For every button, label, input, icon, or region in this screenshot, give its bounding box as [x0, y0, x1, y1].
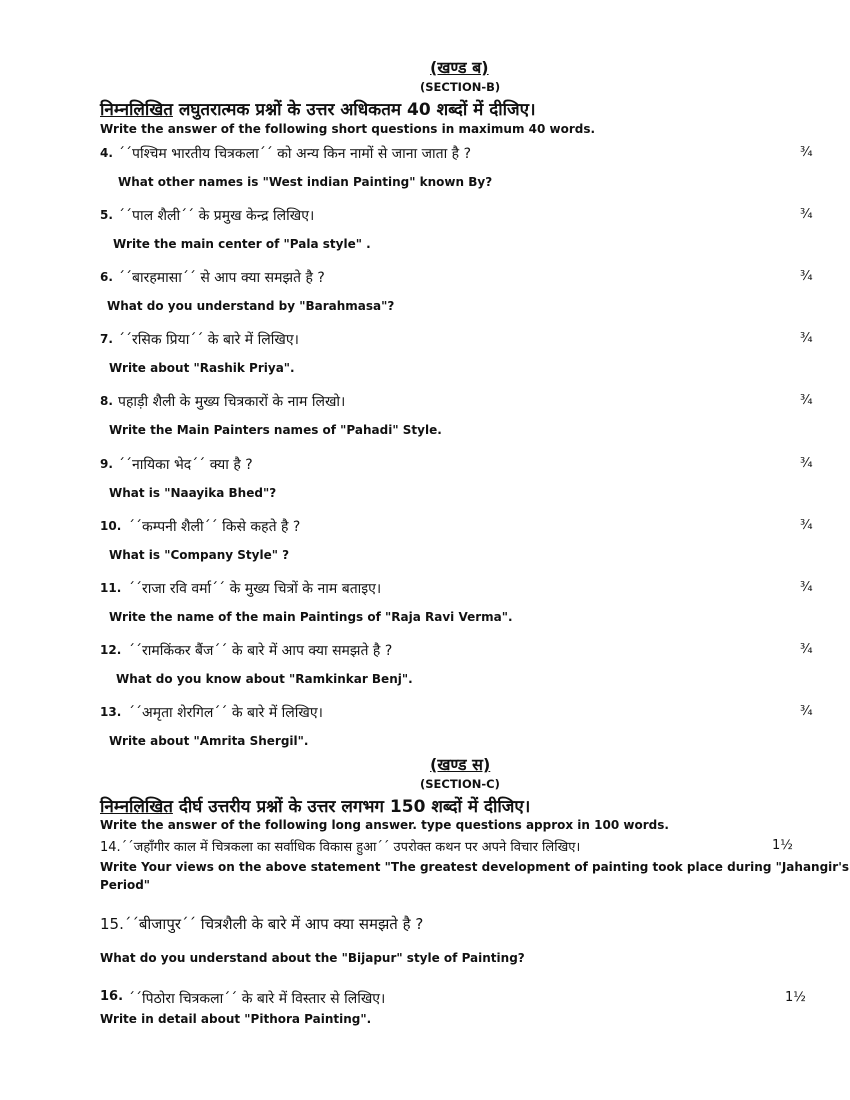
question-number: 5. — [100, 208, 113, 223]
question-hindi-text: ´´नायिका भेद´´ क्या है ? — [118, 456, 253, 473]
question-english-text: Write about "Rashik Priya". — [109, 361, 295, 376]
question-14-marks: 1½ — [772, 838, 793, 853]
instruction-rest: लघुतरात्मक प्रश्नों के उत्तर अधिकतम 40 शब्दों में दीजिए। — [172, 100, 536, 120]
question-hindi-text: ´´राजा रवि वर्मा´´ के मुख्य चित्रों के नाम बताइए। — [128, 580, 382, 597]
question-english-text: What do you know about "Ramkinkar Benj". — [116, 671, 413, 686]
question-number: 13. — [100, 704, 122, 719]
section-c-instruction-english: Write the answer of the following long answer. type questions approx in 100 words. — [100, 818, 669, 832]
section-c-title-hindi: (खण्ड स) — [430, 755, 491, 774]
section-b-title-hindi: (खण्ड ब) — [430, 58, 489, 77]
question-15-hindi: 15.´´बीजापुर´´ चित्रशैली के बारे में आप क्या समझते है ? — [100, 915, 424, 933]
question-number: 9. — [100, 456, 113, 471]
instruction-underlined-word: निम्नलिखित — [100, 100, 173, 120]
question-marks: ¾ — [800, 455, 813, 471]
question-english-text: What is "Company Style" ? — [109, 547, 290, 562]
instruction-underlined-word: निम्नलिखित — [100, 797, 173, 817]
question-number: 6. — [100, 270, 113, 285]
question-hindi-text: ´´कम्पनी शैली´´ किसे कहते है ? — [128, 518, 301, 535]
question-marks: ¾ — [800, 207, 813, 223]
question-marks: ¾ — [800, 641, 813, 657]
question-english-text: Write the name of the main Paintings of "Raja Ravi Verma". — [109, 609, 513, 624]
question-marks: ¾ — [800, 269, 813, 285]
question-english-text: Write the Main Painters names of "Pahadi" Style. — [109, 423, 442, 438]
section-b-instruction-hindi — [100, 97, 536, 120]
section-c-instruction-hindi — [100, 794, 530, 817]
question-hindi-text: ´´रसिक प्रिया´´ के बारे में लिखिए। — [118, 332, 299, 349]
question-16-hindi: ´´पिठोरा चित्रकला´´ के बारे में विस्तार से लिखिए। — [128, 991, 386, 1007]
question-number: 4. — [100, 146, 113, 160]
question-english-text: What is "Naayika Bhed"? — [109, 485, 277, 500]
question-14-english-line1: Write Your views on the above statement "The greatest development of painting took place during "Jahangir's — [100, 860, 850, 874]
question-english-text: Write about "Amrita Shergil". — [109, 733, 309, 748]
question-hindi-text: ´´अमृता शेरगिल´´ के बारे में लिखिए। — [128, 704, 323, 721]
question-marks: ¾ — [800, 517, 813, 533]
question-marks: ¾ — [800, 145, 813, 160]
question-number: 10. — [100, 518, 122, 533]
question-marks: ¾ — [800, 703, 813, 719]
question-english-text: What other names is "West indian Painting" known By? — [118, 175, 493, 189]
question-hindi-text: ´´रामकिंकर बैंज´´ के बारे में आप क्या समझते है ? — [128, 642, 393, 659]
question-number: 12. — [100, 642, 122, 657]
question-hindi-text: ´´पाल शैली´´ के प्रमुख केन्द्र लिखिए। — [118, 208, 315, 225]
question-marks: ¾ — [800, 331, 813, 347]
question-marks: ¾ — [800, 579, 813, 595]
question-14-english-line2: Period" — [100, 878, 151, 892]
question-english-text: Write the main center of "Pala style" . — [113, 237, 371, 252]
question-16-marks: 1½ — [785, 990, 806, 1005]
question-english-text: What do you understand by "Barahmasa"? — [107, 299, 395, 314]
question-hindi-text: पहाड़ी शैली के मुख्य चित्रकारों के नाम लिखो। — [118, 394, 346, 411]
instruction-rest: दीर्घ उत्तरीय प्रश्नों के उत्तर लगभग 150 शब्दों में दीजिए। — [172, 797, 531, 817]
question-16-english: Write in detail about "Pithora Painting". — [100, 1012, 372, 1026]
question-number: 8. — [100, 394, 113, 409]
question-number: 11. — [100, 580, 122, 595]
question-marks: ¾ — [800, 393, 813, 409]
question-15-english: What do you understand about the "Bijapur" style of Painting? — [100, 951, 525, 965]
question-hindi-text: ´´बारहमासा´´ से आप क्या समझते है ? — [118, 270, 325, 287]
question-16-number: 16. — [100, 989, 124, 1004]
question-14-hindi: 14.´´जहाँगीर काल में चित्रकला का सर्वाधिक विकास हुआ´´ उपरोक्त कथन पर अपने विचार लिखिए। — [100, 840, 581, 855]
section-b-title-english: (SECTION-B) — [420, 80, 501, 94]
section-b-instruction-english: Write the answer of the following short questions in maximum 40 words. — [100, 122, 596, 136]
section-c-title-english: (SECTION-C) — [420, 777, 500, 791]
question-hindi-text: ´´पश्चिम भारतीय चित्रकला´´ को अन्य किन नामों से जाना जाता है ? — [118, 146, 471, 162]
question-number: 7. — [100, 332, 113, 347]
